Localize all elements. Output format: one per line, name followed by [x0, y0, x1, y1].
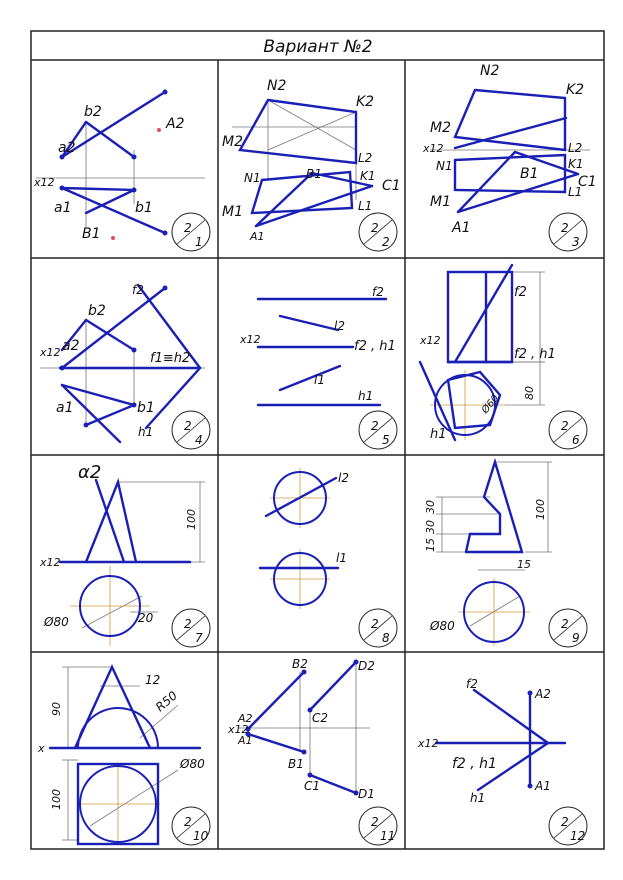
cell-6-label: x12 [420, 334, 441, 347]
cell-11 [227, 657, 397, 845]
cell-10-number: 2 [184, 815, 192, 829]
cell-2-label: M2 [222, 134, 243, 150]
cell-1-number: 2 [184, 221, 192, 235]
cell-8 [260, 468, 397, 647]
cell-1-label: B1 [82, 226, 101, 242]
cell-6 [419, 265, 587, 449]
cell-11-label: x12 [228, 723, 249, 736]
cell-11-label: A1 [238, 734, 253, 747]
cell-5-label: l2 [334, 319, 345, 333]
cell-2-label: C1 [382, 178, 401, 194]
cell-6-label: 80 [523, 386, 536, 400]
cell-4-number: 2 [184, 419, 192, 433]
cell-6-label: f2 , h1 [514, 347, 556, 362]
cell-12-sub: 12 [570, 829, 586, 843]
cell-12-label: h1 [470, 791, 486, 805]
cell-3-label: K1 [568, 157, 584, 171]
cell-10-label: R50 [152, 688, 181, 715]
cell-10-label: 12 [145, 673, 161, 687]
cell-5-label: x12 [240, 333, 261, 346]
cell-12-label: A1 [535, 779, 551, 793]
cell-4-label: a1 [56, 400, 74, 416]
cell-11-label: D2 [358, 659, 375, 673]
cell-3-label: K2 [566, 82, 585, 98]
cell-5-label: h1 [358, 389, 374, 403]
cell-4-label: a2 [62, 338, 80, 354]
cell-3-label: L1 [568, 185, 583, 199]
cell-5-label: f2 , h1 [354, 339, 396, 354]
cell-9-label: 15 [517, 558, 531, 571]
cell-12-label: f2 , h1 [452, 756, 497, 772]
cell-1-label: b1 [135, 200, 153, 216]
cell-12-label: A2 [535, 687, 551, 701]
cell-2-label: A1 [250, 230, 265, 243]
cell-12-number: 2 [561, 815, 569, 829]
cell-9-number: 2 [561, 617, 569, 631]
cell-9-label: 15 [424, 538, 437, 552]
cell-9-label: 30 [424, 520, 437, 534]
cell-10-label: x [38, 742, 45, 755]
cell-8-label: l2 [338, 471, 349, 485]
cell-3-label: M1 [430, 194, 451, 210]
cell-3-label: L2 [568, 141, 583, 155]
cell-9-label: Ø80 [430, 619, 455, 633]
cell-1-label: x12 [34, 176, 55, 189]
cell-3-number: 2 [561, 221, 569, 235]
cell-11-label: B1 [288, 757, 304, 771]
cell-2-number: 2 [371, 221, 379, 235]
cell-9-sub: 9 [572, 631, 580, 645]
cell-6-label: h1 [430, 427, 447, 442]
cell-6-label: f2 [514, 285, 527, 300]
cell-2-sub: 2 [382, 235, 390, 249]
cell-4-label: b1 [137, 400, 155, 416]
cell-3-sub: 3 [572, 235, 580, 249]
cell-10-label: 100 [50, 789, 63, 810]
cell-2-label: K1 [360, 169, 376, 183]
cell-6-sub: 6 [572, 433, 580, 447]
cell-11-number: 2 [371, 815, 379, 829]
cell-3-label: x12 [423, 142, 444, 155]
cell-5-label: f2 [372, 285, 384, 299]
cell-7-label: 100 [185, 509, 198, 530]
cell-2-label: M1 [222, 204, 243, 220]
cell-7 [39, 462, 210, 647]
cell-1-label: a2 [58, 140, 76, 156]
cell-5-label: l1 [314, 373, 325, 387]
cell-4 [39, 283, 210, 449]
cell-11-sub: 11 [380, 829, 396, 843]
cell-4-sub: 4 [195, 433, 203, 447]
cell-4-label: b2 [88, 303, 106, 319]
cell-4-label: x12 [40, 346, 61, 359]
cell-2-label: K2 [356, 94, 375, 110]
cell-3-label: B1 [520, 166, 539, 182]
cell-2-label: L2 [358, 151, 373, 165]
cell-10 [37, 667, 210, 845]
cell-10-label: Ø80 [180, 757, 205, 771]
cell-1-label: b2 [84, 104, 102, 120]
cell-7-label: Ø80 [44, 615, 69, 629]
cell-3-label: M2 [430, 120, 451, 136]
cell-3-label: C1 [578, 174, 597, 190]
cell-1-sub: 1 [195, 235, 203, 249]
cell-1-label: A2 [166, 116, 185, 132]
cell-11-label: A2 [238, 712, 253, 725]
cell-6-number: 2 [561, 419, 569, 433]
cell-8-sub: 8 [382, 631, 390, 645]
cell-5-number: 2 [371, 419, 379, 433]
cell-5 [239, 285, 397, 449]
cell-9 [424, 462, 587, 647]
cell-11-label: C2 [312, 711, 329, 725]
cell-9-label: 100 [534, 499, 547, 520]
cell-9-label: 30 [424, 500, 437, 514]
cell-2-label: N2 [267, 78, 287, 94]
cell-2 [222, 78, 401, 251]
cell-7-label: α2 [78, 462, 102, 483]
cell-3-label: N1 [436, 159, 453, 173]
cell-12-label: x12 [418, 737, 439, 750]
cell-5-sub: 5 [382, 433, 390, 447]
cell-7-sub: 7 [195, 631, 203, 645]
cell-10-label: 90 [50, 702, 63, 716]
cell-2-label: N1 [244, 171, 261, 185]
cell-3-label: A1 [452, 220, 471, 236]
cell-11-label: B2 [292, 657, 308, 671]
cell-1-label: a1 [54, 200, 72, 216]
cell-2-label: L1 [358, 199, 373, 213]
cell-3 [422, 63, 597, 251]
cell-1 [33, 90, 210, 252]
cell-12-label: f2 [466, 677, 478, 691]
cell-7-label: 20 [138, 611, 154, 625]
cell-8-number: 2 [371, 617, 379, 631]
cell-3-label: N2 [480, 63, 500, 79]
cell-7-number: 2 [184, 617, 192, 631]
cell-2-label: B1 [306, 167, 322, 181]
cell-6-label: Ø60 [479, 393, 502, 416]
cell-10-sub: 10 [193, 829, 209, 843]
cell-12 [417, 677, 587, 845]
cell-4-label: f2 [132, 283, 144, 297]
cell-11-label: D1 [358, 787, 375, 801]
sheet-title: Вариант №2 [263, 37, 373, 57]
cell-8-label: l1 [336, 551, 347, 565]
cell-7-label: x12 [40, 556, 61, 569]
cell-4-label: h1 [138, 425, 154, 439]
cell-11-label: C1 [304, 779, 321, 793]
cell-4-label: f1≡h2 [150, 351, 191, 366]
